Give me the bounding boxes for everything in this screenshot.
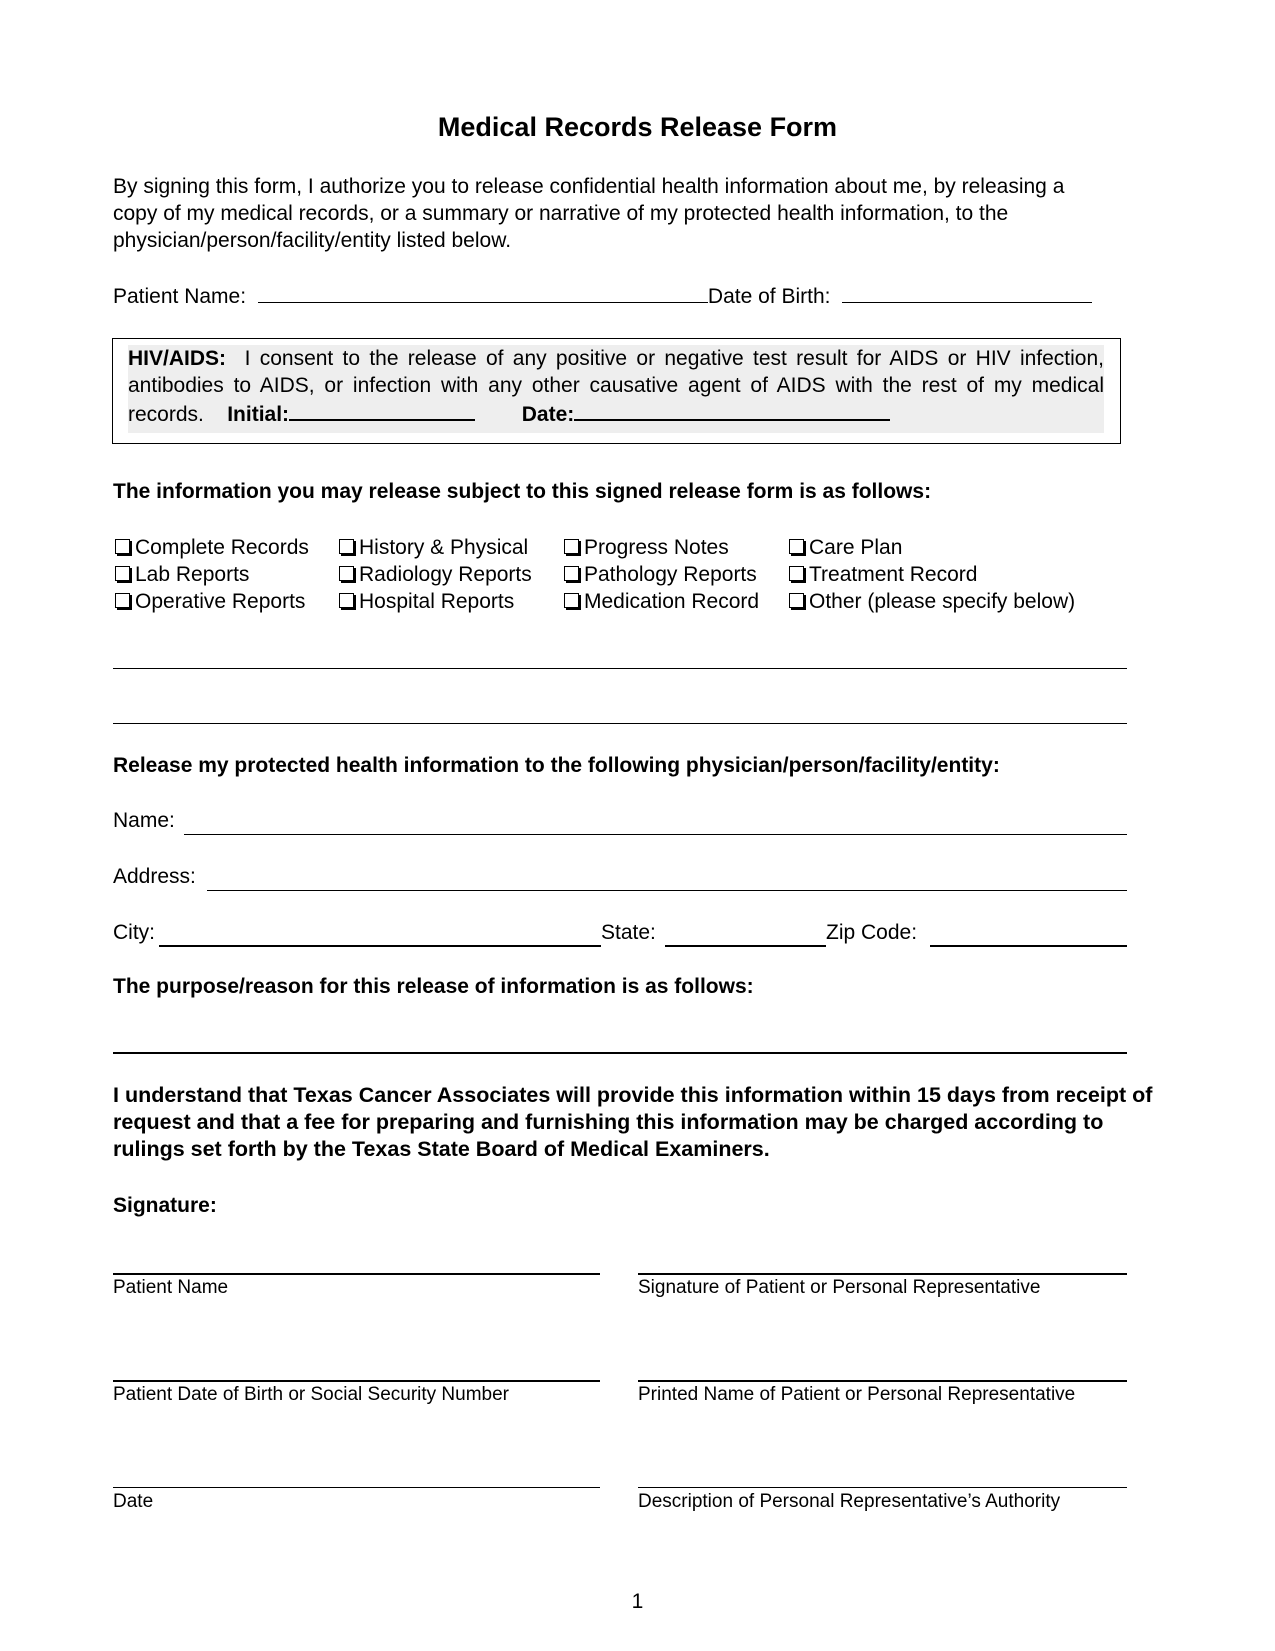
purpose-heading: The purpose/reason for this release of information is as follows:	[113, 975, 754, 998]
patient-name-signature-line[interactable]	[113, 1273, 600, 1275]
info-heading: The information you may release subject to this signed release form is as follows:	[113, 480, 932, 503]
page-title: Medical Records Release Form	[437, 112, 838, 142]
recipient-name-field[interactable]	[184, 834, 1127, 835]
patient-name-label: Patient Name:	[113, 285, 247, 308]
checkbox-pathology-reports[interactable]: Pathology Reports	[562, 561, 759, 588]
hiv-initial-label: Initial:	[227, 403, 290, 426]
checkbox-complete-records[interactable]: Complete Records	[113, 534, 309, 561]
printed-name-line[interactable]	[638, 1380, 1127, 1382]
signature-line[interactable]	[638, 1273, 1127, 1275]
checkbox-medication-record[interactable]: Medication Record	[562, 588, 759, 615]
recipient-zip-field[interactable]	[930, 945, 1127, 947]
release-heading: Release my protected health information to the following physician/person/facility/entity:	[113, 754, 1000, 777]
hiv-body: I consent to the release of any positive or negative test result for AIDS or HIV infection, antibodies to AIDS, or infection with any other causative agent of AIDS with the rest of my medical records.	[128, 347, 1105, 426]
checkbox-column-4	[787, 534, 1075, 615]
checkbox-progress-notes[interactable]: Progress Notes	[562, 534, 759, 561]
authority-label: Description of Personal Representative’s Authority	[638, 1491, 1061, 1512]
checkbox-icon[interactable]	[789, 593, 804, 608]
checkbox-icon[interactable]	[115, 539, 130, 554]
date-of-birth-label: Date of Birth:	[707, 285, 831, 308]
intro-paragraph: By signing this form, I authorize you to release confidential health information about me, by releasing a copy of my medical records, or a summary or narrative of my protected health information, to the physician/person/facility/entity listed below.	[113, 175, 1065, 252]
checkbox-icon[interactable]	[339, 539, 354, 554]
recipient-city-field[interactable]	[159, 945, 601, 947]
checkbox-operative-reports[interactable]: Operative Reports	[113, 588, 309, 615]
checkbox-column-3	[562, 534, 759, 615]
recipient-address-label: Address:	[113, 865, 196, 888]
checkbox-icon[interactable]	[789, 566, 804, 581]
hiv-date-field[interactable]	[574, 399, 890, 421]
purpose-field[interactable]	[113, 1052, 1127, 1054]
patient-name-signature-label: Patient Name	[113, 1277, 229, 1298]
dob-ssn-label: Patient Date of Birth or Social Security Number	[113, 1384, 510, 1405]
other-specify-line-2[interactable]	[113, 723, 1127, 724]
checkbox-treatment-record[interactable]: Treatment Record	[787, 561, 1075, 588]
checkbox-lab-reports[interactable]: Lab Reports	[113, 561, 309, 588]
recipient-zip-label: Zip Code:	[826, 921, 918, 944]
checkbox-icon[interactable]	[115, 566, 130, 581]
checkbox-care-plan[interactable]: Care Plan	[787, 534, 1075, 561]
hiv-consent-text	[128, 345, 1104, 428]
signature-label: Signature of Patient or Personal Representative	[638, 1277, 1041, 1298]
checkbox-icon[interactable]	[564, 539, 579, 554]
checkbox-hospital-reports[interactable]: Hospital Reports	[337, 588, 532, 615]
checkbox-other[interactable]: Other (please specify below)	[787, 588, 1075, 615]
date-signature-line[interactable]	[113, 1487, 600, 1488]
checkbox-column-1	[113, 534, 309, 615]
understand-statement: I understand that Texas Cancer Associates will provide this information within 15 days from receipt of request and that a fee for preparing and furnishing this information may be charged according to rulings set forth by the Texas State Board of Medical Examiners.	[113, 1083, 1153, 1161]
checkbox-icon[interactable]	[115, 593, 130, 608]
hiv-heading: HIV/AIDS:	[128, 347, 227, 370]
recipient-state-label: State:	[601, 921, 656, 944]
recipient-city-label: City:	[113, 921, 155, 944]
checkbox-column-2	[337, 534, 532, 615]
recipient-name-label: Name:	[113, 809, 175, 832]
checkbox-radiology-reports[interactable]: Radiology Reports	[337, 561, 532, 588]
authority-line[interactable]	[638, 1487, 1127, 1488]
other-specify-line-1[interactable]	[113, 668, 1127, 669]
printed-name-label: Printed Name of Patient or Personal Representative	[638, 1384, 1076, 1405]
hiv-date-label: Date:	[521, 403, 575, 426]
date-signature-label: Date	[113, 1491, 154, 1512]
patient-name-row	[113, 282, 1092, 310]
patient-name-field[interactable]	[258, 282, 708, 303]
checkbox-icon[interactable]	[339, 566, 354, 581]
checkbox-icon[interactable]	[789, 539, 804, 554]
recipient-state-field[interactable]	[665, 945, 826, 947]
checkbox-history-physical[interactable]: History & Physical	[337, 534, 532, 561]
checkbox-icon[interactable]	[564, 566, 579, 581]
recipient-address-field[interactable]	[207, 890, 1127, 891]
checkbox-icon[interactable]	[339, 593, 354, 608]
date-of-birth-field[interactable]	[842, 282, 1092, 303]
dob-ssn-line[interactable]	[113, 1380, 600, 1382]
signature-heading: Signature:	[113, 1194, 217, 1217]
checkbox-icon[interactable]	[564, 593, 579, 608]
hiv-consent-box	[112, 338, 1121, 444]
page-number: 1	[631, 1590, 644, 1613]
hiv-initial-field[interactable]	[289, 399, 475, 421]
